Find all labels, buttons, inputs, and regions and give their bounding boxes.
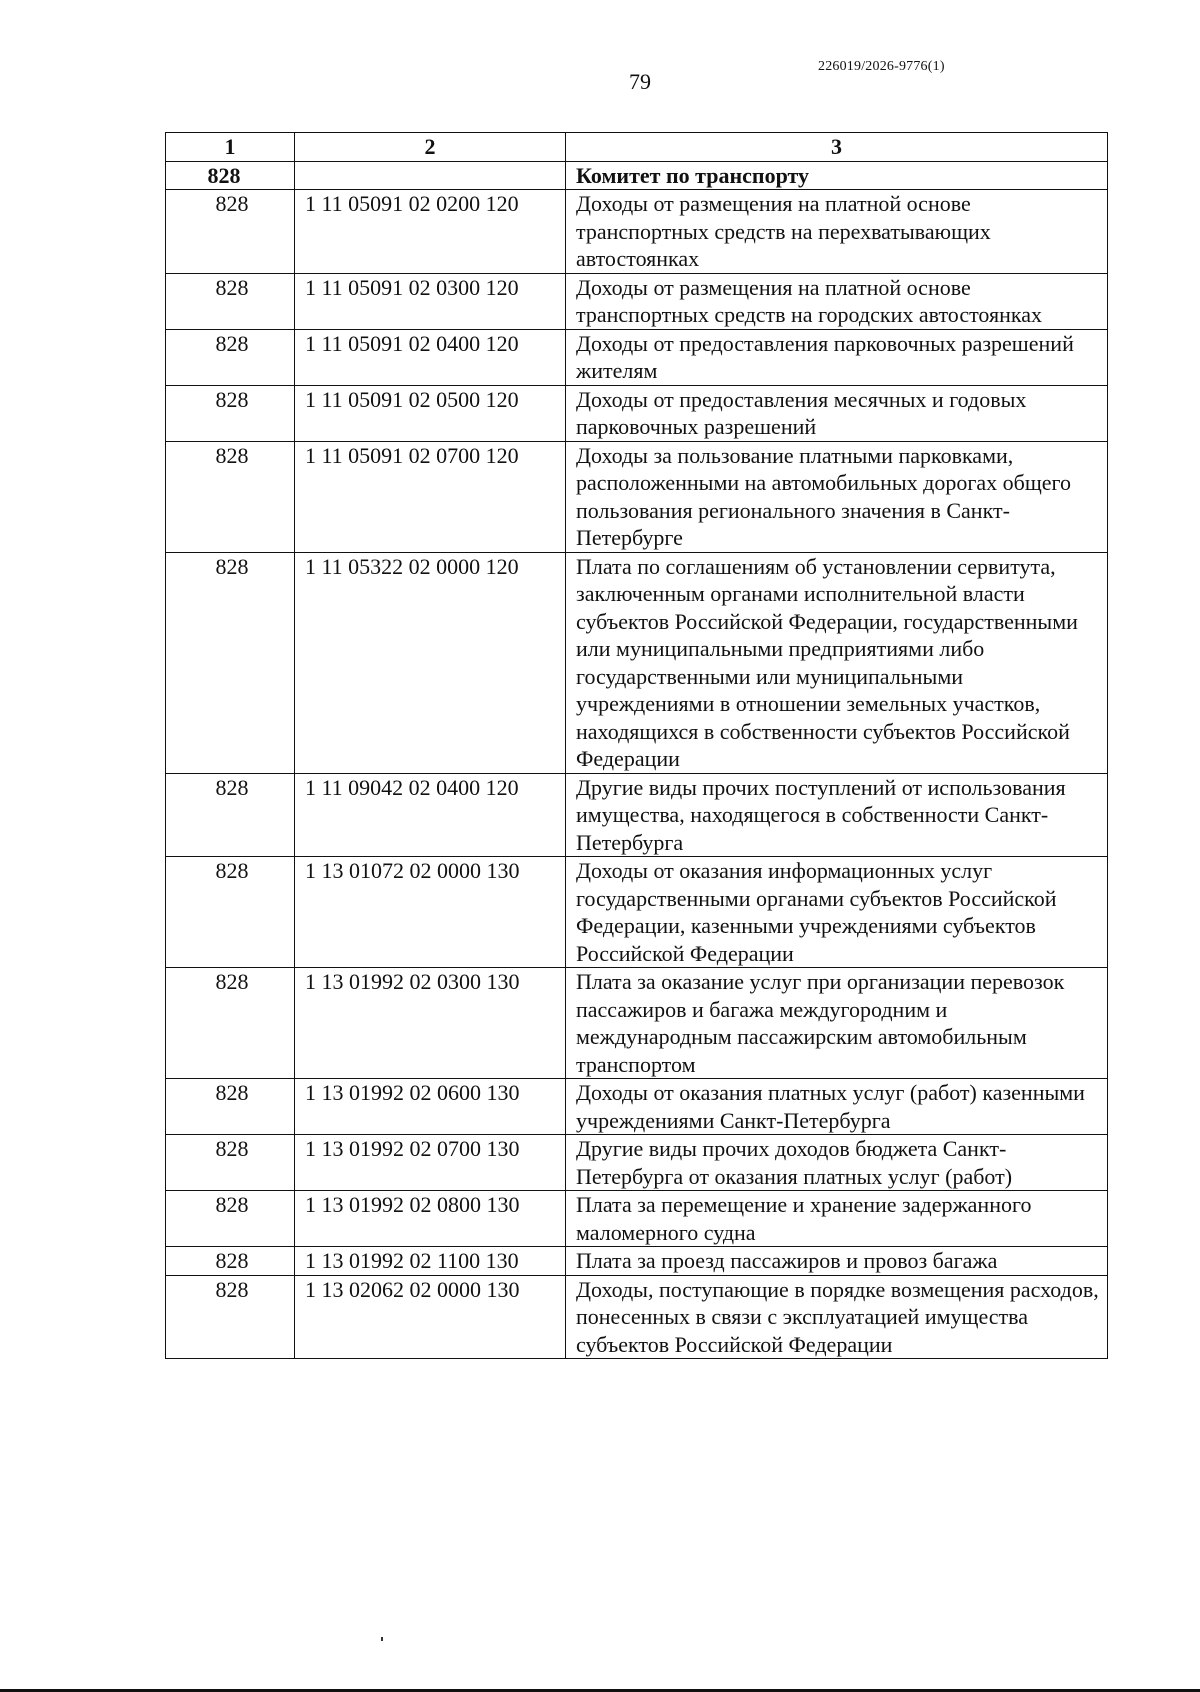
table-row: [166, 441, 1108, 552]
revenue-name-cell: Другие виды прочих поступлений от использования имущества, находящегося в собственности Санкт-Петербурга: [566, 773, 1108, 857]
revenue-name-cell: Плата за проезд пассажиров и провоз багажа: [566, 1247, 1108, 1276]
revenue-name-cell: Доходы за пользование платными парковками, расположенными на автомобильных дорогах общего пользования регионального значения в Санкт-Петербурге: [566, 441, 1108, 552]
group-admin-code: 828: [166, 161, 295, 190]
revenue-code-cell: 1 13 01992 02 1100 130: [295, 1247, 566, 1276]
revenue-code-cell: 1 11 05322 02 0000 120: [295, 552, 566, 773]
revenue-name-cell: Доходы от оказания платных услуг (работ) казенными учреждениями Санкт-Петербурга: [566, 1079, 1108, 1135]
revenue-code-cell: 1 13 01992 02 0700 130: [295, 1135, 566, 1191]
admin-code-cell: 828: [166, 968, 295, 1079]
revenue-code-cell: 1 11 05091 02 0200 120: [295, 190, 566, 274]
revenue-name-cell: Другие виды прочих доходов бюджета Санкт-Петербурга от оказания платных услуг (работ): [566, 1135, 1108, 1191]
revenue-name-cell: Плата за оказание услуг при организации перевозок пассажиров и багажа междугородним и международным пассажирским автомобильным транспортом: [566, 968, 1108, 1079]
revenue-code-cell: 1 11 05091 02 0700 120: [295, 441, 566, 552]
admin-code-cell: 828: [166, 857, 295, 968]
revenue-name-cell: Плата по соглашениям об установлении сервитута, заключенным органами исполнительной власти субъектов Российской Федерации, государственными или муниципальными предприятиями либо государственными или муниципальными учреждениями в отношении земельных участков, находящихся в собственности субъектов Российской Федерации: [566, 552, 1108, 773]
revenue-name-cell: Доходы от размещения на платной основе транспортных средств на городских автостоянках: [566, 273, 1108, 329]
table-row: [166, 552, 1108, 773]
table-row: [166, 190, 1108, 274]
table-row: [166, 968, 1108, 1079]
column-header-1: 1: [166, 133, 295, 162]
revenue-code-cell: 1 13 01992 02 0300 130: [295, 968, 566, 1079]
revenue-name-cell: Плата за перемещение и хранение задержанного маломерного судна: [566, 1191, 1108, 1247]
group-revenue-code: [295, 161, 566, 190]
revenue-code-cell: 1 11 05091 02 0300 120: [295, 273, 566, 329]
page-number: 79: [629, 69, 651, 94]
group-administrator-name: Комитет по транспорту: [566, 161, 1108, 190]
column-header-3: 3: [566, 133, 1108, 162]
table-row: [166, 273, 1108, 329]
revenue-code-cell: 1 11 05091 02 0500 120: [295, 385, 566, 441]
admin-code-cell: 828: [166, 441, 295, 552]
revenue-name-cell: Доходы от предоставления месячных и годовых парковочных разрешений: [566, 385, 1108, 441]
revenue-code-cell: 1 11 09042 02 0400 120: [295, 773, 566, 857]
revenue-code-cell: 1 13 02062 02 0000 130: [295, 1275, 566, 1359]
administrator-group-row: [166, 161, 1108, 190]
table-row: [166, 773, 1108, 857]
table-row: [166, 857, 1108, 968]
admin-code-cell: 828: [166, 1079, 295, 1135]
admin-code-cell: 828: [166, 190, 295, 274]
table-row: [166, 1275, 1108, 1359]
revenue-code-cell: 1 13 01992 02 0600 130: [295, 1079, 566, 1135]
revenue-name-cell: Доходы, поступающие в порядке возмещения расходов, понесенных в связи с эксплуатацией имущества субъектов Российской Федерации: [566, 1275, 1108, 1359]
admin-code-cell: 828: [166, 773, 295, 857]
admin-code-cell: 828: [166, 329, 295, 385]
admin-code-cell: 828: [166, 1135, 295, 1191]
admin-code-cell: 828: [166, 1247, 295, 1276]
revenue-code-cell: 1 13 01992 02 0800 130: [295, 1191, 566, 1247]
table-row: [166, 1135, 1108, 1191]
revenue-code-cell: 1 13 01072 02 0000 130: [295, 857, 566, 968]
table-row: [166, 1191, 1108, 1247]
revenue-code-cell: 1 11 05091 02 0400 120: [295, 329, 566, 385]
admin-code-cell: 828: [166, 552, 295, 773]
table-row: [166, 329, 1108, 385]
table-header-row: [166, 133, 1108, 162]
table-row: [166, 1079, 1108, 1135]
revenue-name-cell: Доходы от размещения на платной основе транспортных средств на перехватывающих автостоянках: [566, 190, 1108, 274]
document-id: 226019/2026-9776(1): [818, 59, 945, 74]
admin-code-cell: 828: [166, 1275, 295, 1359]
column-header-2: 2: [295, 133, 566, 162]
revenue-codes-table: [165, 132, 1108, 1359]
revenue-name-cell: Доходы от предоставления парковочных разрешений жителям: [566, 329, 1108, 385]
scan-artifact: [381, 1637, 383, 1641]
admin-code-cell: 828: [166, 385, 295, 441]
admin-code-cell: 828: [166, 273, 295, 329]
table-row: [166, 385, 1108, 441]
admin-code-cell: 828: [166, 1191, 295, 1247]
revenue-name-cell: Доходы от оказания информационных услуг государственными органами субъектов Российской Федерации, казенными учреждениями субъектов Российской Федерации: [566, 857, 1108, 968]
table-row: [166, 1247, 1108, 1276]
